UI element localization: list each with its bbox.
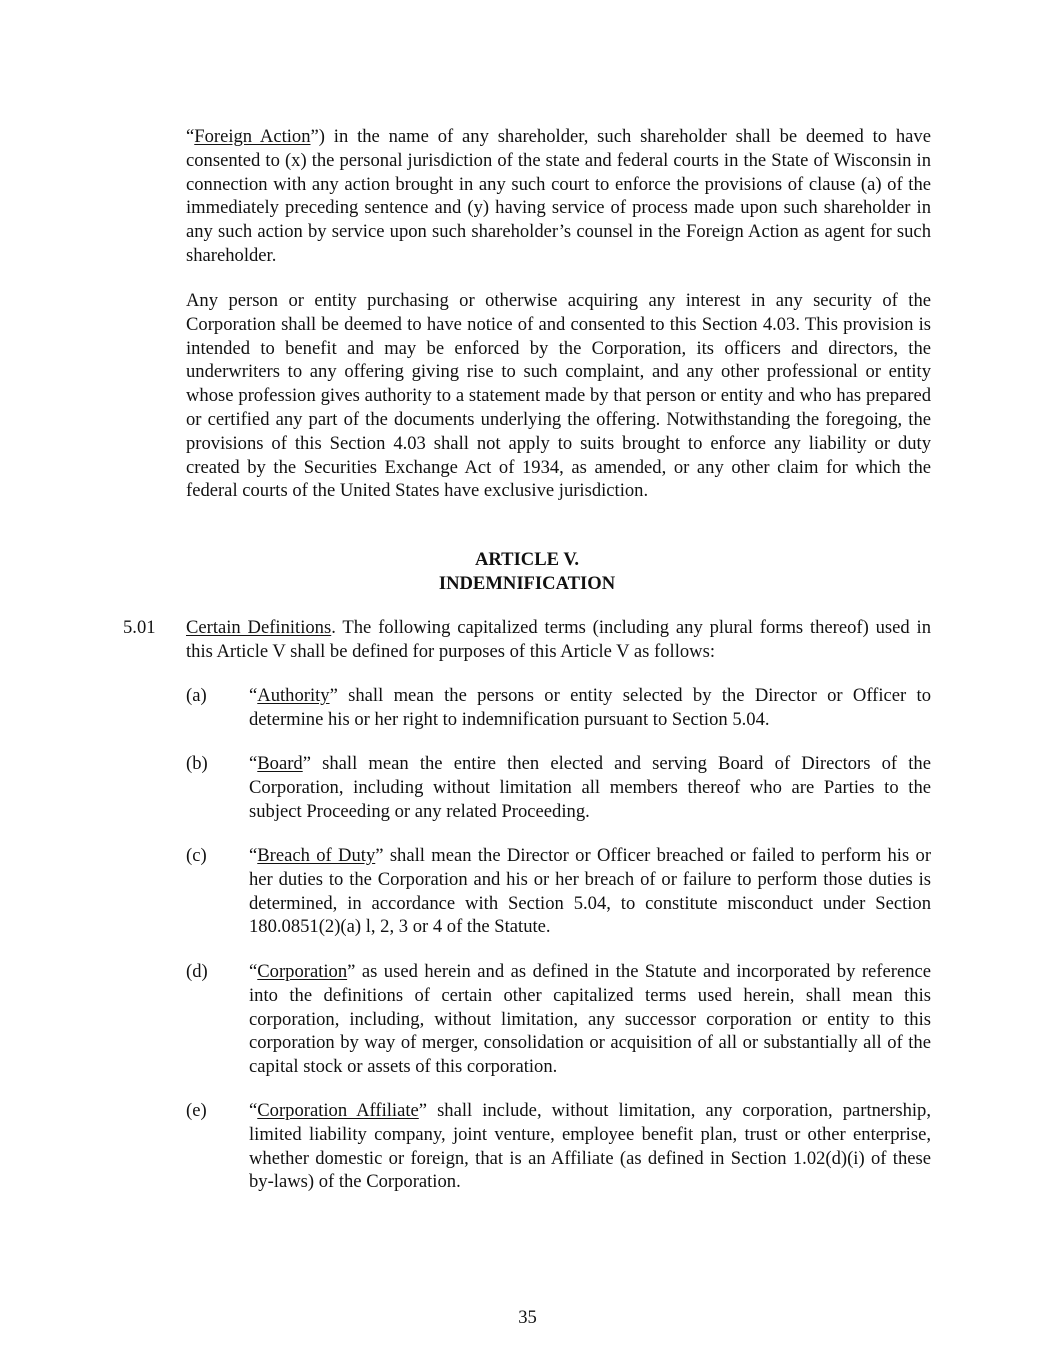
open-quote: “ [249,845,258,866]
defined-term-board: Board [257,753,303,774]
paragraph-notice-consent: Any person or entity purchasing or otherwise acquiring any interest in any security of the Corporation shall be deemed to have notice of and consented to this Section 4.03. This provision is intended to benefit and may be enforced by the Corporation, its officers and directors, the underwriters to any offering giving rise to such complaint, and any other professional or entity whose profession gives authority to a statement made by that person or entity and who has prepared or certified any part of the documents underlying the offering. Notwithstanding the foregoing, the provisions of this Section 4.03 shall not apply to suits brought to enforce any liability or duty created by the Securities Exchange Act of 1934, as amended, or any other claim for which the federal courts of the United States have exclusive jurisdiction. [186,290,931,502]
open-quote: “ [186,126,195,147]
section-heading: Certain Definitions [186,617,332,638]
definition-text: ” shall mean the entire then elected and serving Board of Directors of the Corporation, including without limitation all members thereof who are Parties to the subject Proceeding or any related Proceeding. [249,753,931,822]
defined-term-corporation-affiliate: Corporation Affiliate [257,1100,419,1121]
item-label-a: (a) [186,685,207,706]
section-text: . The following capitalized terms (including any plural forms thereof) used in this Article V shall be defined for purposes of this Article V as follows: [186,617,931,662]
paragraph-text: ”) in the name of any shareholder, such shareholder shall be deemed to have consented to (x) the personal jurisdiction of the state and federal courts in the State of Wisconsin in connection with any action brought in any such court to enforce the provisions of clause (a) of the immediately preceding sentence and (y) having service of process made upon such shareholder in any such action by service upon such shareholder’s counsel in the Foreign Action as agent for such shareholder. [186,126,931,266]
page-number: 35 [518,1307,537,1328]
section-number: 5.01 [123,617,156,638]
item-label-b: (b) [186,753,208,774]
definition-text: ” shall mean the Director or Officer breached or failed to perform his or her duties to the Corporation and his or her breach of or failure to perform those duties is determined, in accordance with Section 5.04, to constitute misconduct under Section 180.0851(2)(a) l, 2, 3 or 4 of the Statute. [249,845,932,938]
item-label-e: (e) [186,1100,207,1121]
defined-term-breach-of-duty: Breach of Duty [257,845,376,866]
definition-text: ” shall mean the persons or entity selected by the Director or Officer to determine his or her right to indemnification pursuant to Section 5.04. [249,685,931,730]
definition-board [249,752,931,823]
article-heading [186,548,868,596]
open-quote: “ [249,1100,258,1121]
open-quote: “ [249,685,258,706]
definition-authority [249,684,931,732]
item-label-c: (c) [186,845,207,866]
open-quote: “ [249,961,258,982]
defined-term-corporation: Corporation [257,961,348,982]
article-number: ARTICLE V. [474,549,580,570]
defined-term-authority: Authority [257,685,330,706]
definition-breach-of-duty [249,844,931,939]
section-paragraph [186,616,931,664]
item-label-d: (d) [186,961,208,982]
definition-corporation-affiliate [249,1099,931,1194]
open-quote: “ [249,753,258,774]
definition-text: ” as used herein and as defined in the Statute and incorporated by reference into the definitions of certain other capitalized terms used herein, shall mean this corporation, including, without limitation, any successor corporation or entity to this corporation by way of merger, consolidation or acquisition of all or substantially all of the capital stock or assets of this corporation. [249,961,931,1078]
paragraph-foreign-action [186,125,931,268]
definition-text: ” shall include, without limitation, any corporation, partnership, limited liability company, joint venture, employee benefit plan, trust or other enterprise, whether domestic or foreign, that is an Affiliate (as defined in Section 1.02(d)(i) of these by-laws) of the Corporation. [249,1100,931,1193]
defined-term-foreign-action: Foreign Action [194,126,311,147]
article-title: INDEMNIFICATION [438,572,616,594]
definition-corporation [249,960,931,1079]
